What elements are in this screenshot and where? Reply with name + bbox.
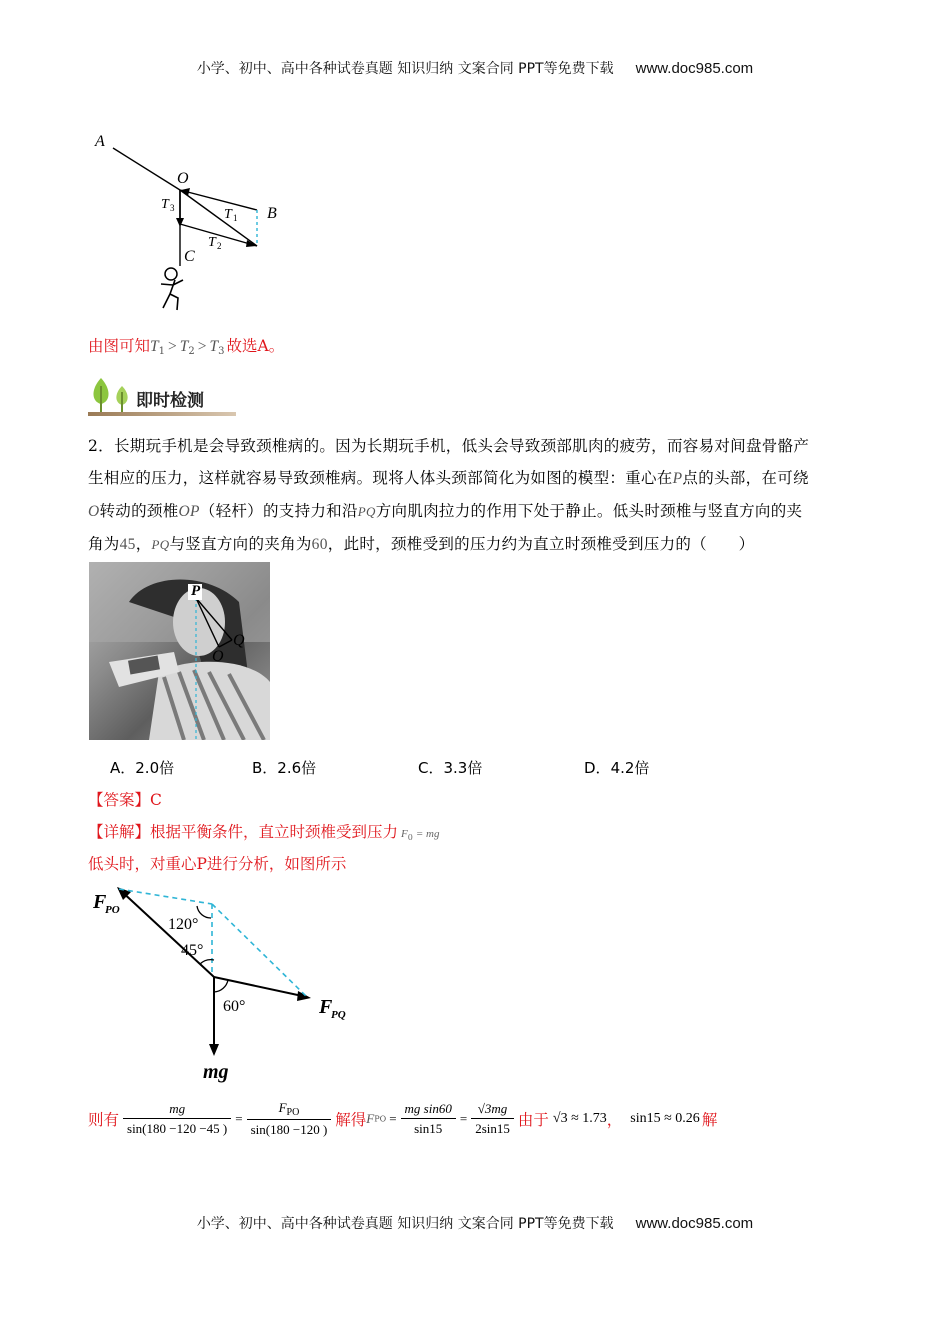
label-T2: T xyxy=(208,235,216,250)
q-angle-45: 45 xyxy=(119,536,136,553)
frac4-den: 2sin15 xyxy=(471,1118,514,1137)
gt-1: > xyxy=(168,338,177,355)
label-60: 60° xyxy=(223,998,246,1015)
question-line-2 xyxy=(88,462,863,495)
q-line4b: ， xyxy=(135,535,152,553)
q-symbol-OP: OP xyxy=(178,503,200,520)
arc-60 xyxy=(214,980,228,992)
footer-site: www.doc985.com xyxy=(635,1215,754,1232)
q-line4a: 角为 xyxy=(88,535,120,553)
option-d-text: 4.2倍 xyxy=(610,759,650,777)
rope-force-diagram xyxy=(85,128,300,313)
conclusion-suffix: 故选A。 xyxy=(226,337,285,355)
photo-label-Q: Q xyxy=(233,632,245,649)
label-T1: T xyxy=(224,207,232,222)
option-a-key: A． xyxy=(110,759,136,777)
fraction-1 xyxy=(123,1101,231,1137)
footer-text: 小学、初中、高中各种试卷真题 知识归纳 文案合同 PPT等免费下载 xyxy=(196,1216,614,1232)
label-T2-sub: 2 xyxy=(217,241,222,251)
option-c-text: 3.3倍 xyxy=(443,759,483,777)
photo-illustration xyxy=(89,562,270,740)
question-text xyxy=(88,430,863,561)
q-line2b: 点的头部，在可绕 xyxy=(682,469,809,487)
question-number: 2． xyxy=(88,437,114,455)
detail-F0: F xyxy=(401,828,408,840)
label-C: C xyxy=(184,248,195,265)
q-symbol-P: P xyxy=(672,470,683,487)
section-underline xyxy=(88,412,236,416)
label-mg: mg xyxy=(203,1061,229,1083)
q-line4d: ，此时，颈椎受到的压力约为直立时颈椎受到压力的（ ） xyxy=(327,535,755,553)
t3-sub: 3 xyxy=(218,346,225,357)
detail-text: 根据平衡条件，直立时颈椎受到压力 xyxy=(150,823,399,841)
option-a[interactable] xyxy=(110,757,174,778)
force-analysis-diagram xyxy=(86,880,376,1090)
label-FPQ-sub: PQ xyxy=(331,1009,346,1021)
leaf-icon xyxy=(88,376,138,414)
photo-label-O: O xyxy=(212,648,224,665)
arrowhead-T2 xyxy=(246,240,257,247)
option-b-text: 2.6倍 xyxy=(277,759,317,777)
q-symbol-PQ-2: PQ xyxy=(151,537,170,552)
q-line3b: （轻杆）的支持力和沿 xyxy=(199,502,358,520)
formula-eq-3: = xyxy=(459,1111,468,1126)
q-angle-60: 60 xyxy=(311,536,328,553)
formula-then: 则有 xyxy=(88,1111,120,1129)
formula-solve: 解得 xyxy=(335,1111,367,1129)
t2-symbol: T xyxy=(179,338,189,355)
label-T1-sub: 1 xyxy=(233,213,238,223)
option-b-key: B． xyxy=(252,759,278,777)
detail-line-2: 低头时，对重心P进行分析，如图所示 xyxy=(88,855,347,873)
t1-symbol: T xyxy=(150,338,159,355)
t2-sub: 2 xyxy=(188,346,195,357)
label-120: 120° xyxy=(168,916,199,933)
vector-diagonal xyxy=(180,190,257,246)
t3-symbol: T xyxy=(209,338,219,355)
question-line-4 xyxy=(88,528,863,561)
option-c[interactable] xyxy=(418,757,482,778)
option-d[interactable] xyxy=(584,757,649,778)
label-FPQ: F xyxy=(319,996,333,1018)
conclusion-line xyxy=(88,334,284,357)
option-b[interactable] xyxy=(252,757,316,778)
frac2-num-sub: PO xyxy=(286,1107,300,1118)
detail-eq: = mg xyxy=(415,828,440,840)
formula-sqrt3: √3 ≈ 1.73 xyxy=(552,1111,607,1126)
frac2-den: sin(180 −120 ) xyxy=(247,1119,332,1138)
stick-figure-icon xyxy=(161,268,183,310)
formula-Fpo: F xyxy=(366,1111,375,1126)
label-FPO: F xyxy=(93,891,107,913)
fraction-4 xyxy=(471,1101,514,1137)
header-site: www.doc985.com xyxy=(635,60,754,77)
option-a-text: 2.0倍 xyxy=(135,759,175,777)
page-footer xyxy=(0,1213,950,1233)
photo-label-P: P xyxy=(191,583,201,599)
formula-Fpo-sub: PO xyxy=(374,1114,387,1124)
phone-user-photo xyxy=(89,562,270,740)
page-header xyxy=(0,58,950,78)
gt-2: > xyxy=(197,338,207,355)
formula-tail: 解 xyxy=(701,1111,718,1129)
label-T3-sub: 3 xyxy=(170,203,175,213)
label-O: O xyxy=(177,170,189,187)
q-symbol-O: O xyxy=(88,503,100,520)
rope-AO xyxy=(113,148,180,190)
vector-T1-side xyxy=(180,190,257,210)
question-line-1 xyxy=(88,430,863,462)
q-line3a: 转动的颈椎 xyxy=(99,502,179,520)
detail-F0-sub: 0 xyxy=(407,833,413,842)
q-symbol-PQ: PQ xyxy=(357,504,376,519)
arc-120 xyxy=(197,906,211,918)
label-T3: T xyxy=(161,197,169,212)
fraction-2 xyxy=(247,1100,332,1138)
answer-line: 【答案】C xyxy=(88,791,162,809)
formula-line xyxy=(88,1100,868,1156)
section-title: 即时检测 xyxy=(136,391,204,411)
frac3-num: mg sin60 xyxy=(404,1101,452,1116)
section-header xyxy=(88,376,236,416)
option-c-key: C． xyxy=(418,759,444,777)
t1-sub: 1 xyxy=(158,346,166,357)
conclusion-prefix: 由图可知 xyxy=(88,337,151,355)
question-line-3 xyxy=(88,495,863,528)
arrowhead-T3 xyxy=(176,218,184,227)
formula-eq-1: = xyxy=(235,1111,243,1126)
q-line3c: 方向肌肉拉力的作用下处于静止。低头时颈椎与竖直方向的夹 xyxy=(375,502,803,520)
label-B: B xyxy=(267,205,277,222)
frac1-num: mg xyxy=(169,1101,186,1116)
q-line2a: 生相应的压力，这样就容易导致颈椎病。现将人体头颈部简化为如图的模型：重心在 xyxy=(88,469,673,487)
frac1-den: sin(180 −120 −45 ) xyxy=(123,1118,231,1137)
frac2-num: F xyxy=(278,1100,287,1115)
formula-since: 由于 xyxy=(517,1111,549,1129)
label-A: A xyxy=(95,133,105,150)
detail-label: 【详解】 xyxy=(88,823,151,841)
label-45: 45° xyxy=(181,942,204,959)
arrowhead-mg xyxy=(209,1044,219,1056)
option-d-key: D． xyxy=(584,759,611,777)
q-line1: 长期玩手机是会导致颈椎病的。因为长期玩手机，低头会导致颈部肌肉的疲劳，而容易对间盘骨骼产 xyxy=(113,437,810,455)
frac4-num: √3mg xyxy=(477,1101,508,1116)
arrowhead-FPQ xyxy=(297,991,311,1001)
detail-line-1 xyxy=(88,820,439,842)
dashed-diagonal xyxy=(212,904,307,997)
header-text: 小学、初中、高中各种试卷真题 知识归纳 文案合同 PPT等免费下载 xyxy=(196,61,614,77)
formula-eq-2: = xyxy=(389,1111,397,1126)
formula-comma: ， xyxy=(606,1111,623,1129)
fraction-3 xyxy=(401,1101,456,1137)
q-line4c: 与竖直方向的夹角为 xyxy=(169,535,312,553)
formula-sin15: sin15 ≈ 0.26 xyxy=(630,1111,700,1126)
frac3-den: sin15 xyxy=(401,1118,456,1137)
label-FPO-sub: PO xyxy=(105,904,120,916)
